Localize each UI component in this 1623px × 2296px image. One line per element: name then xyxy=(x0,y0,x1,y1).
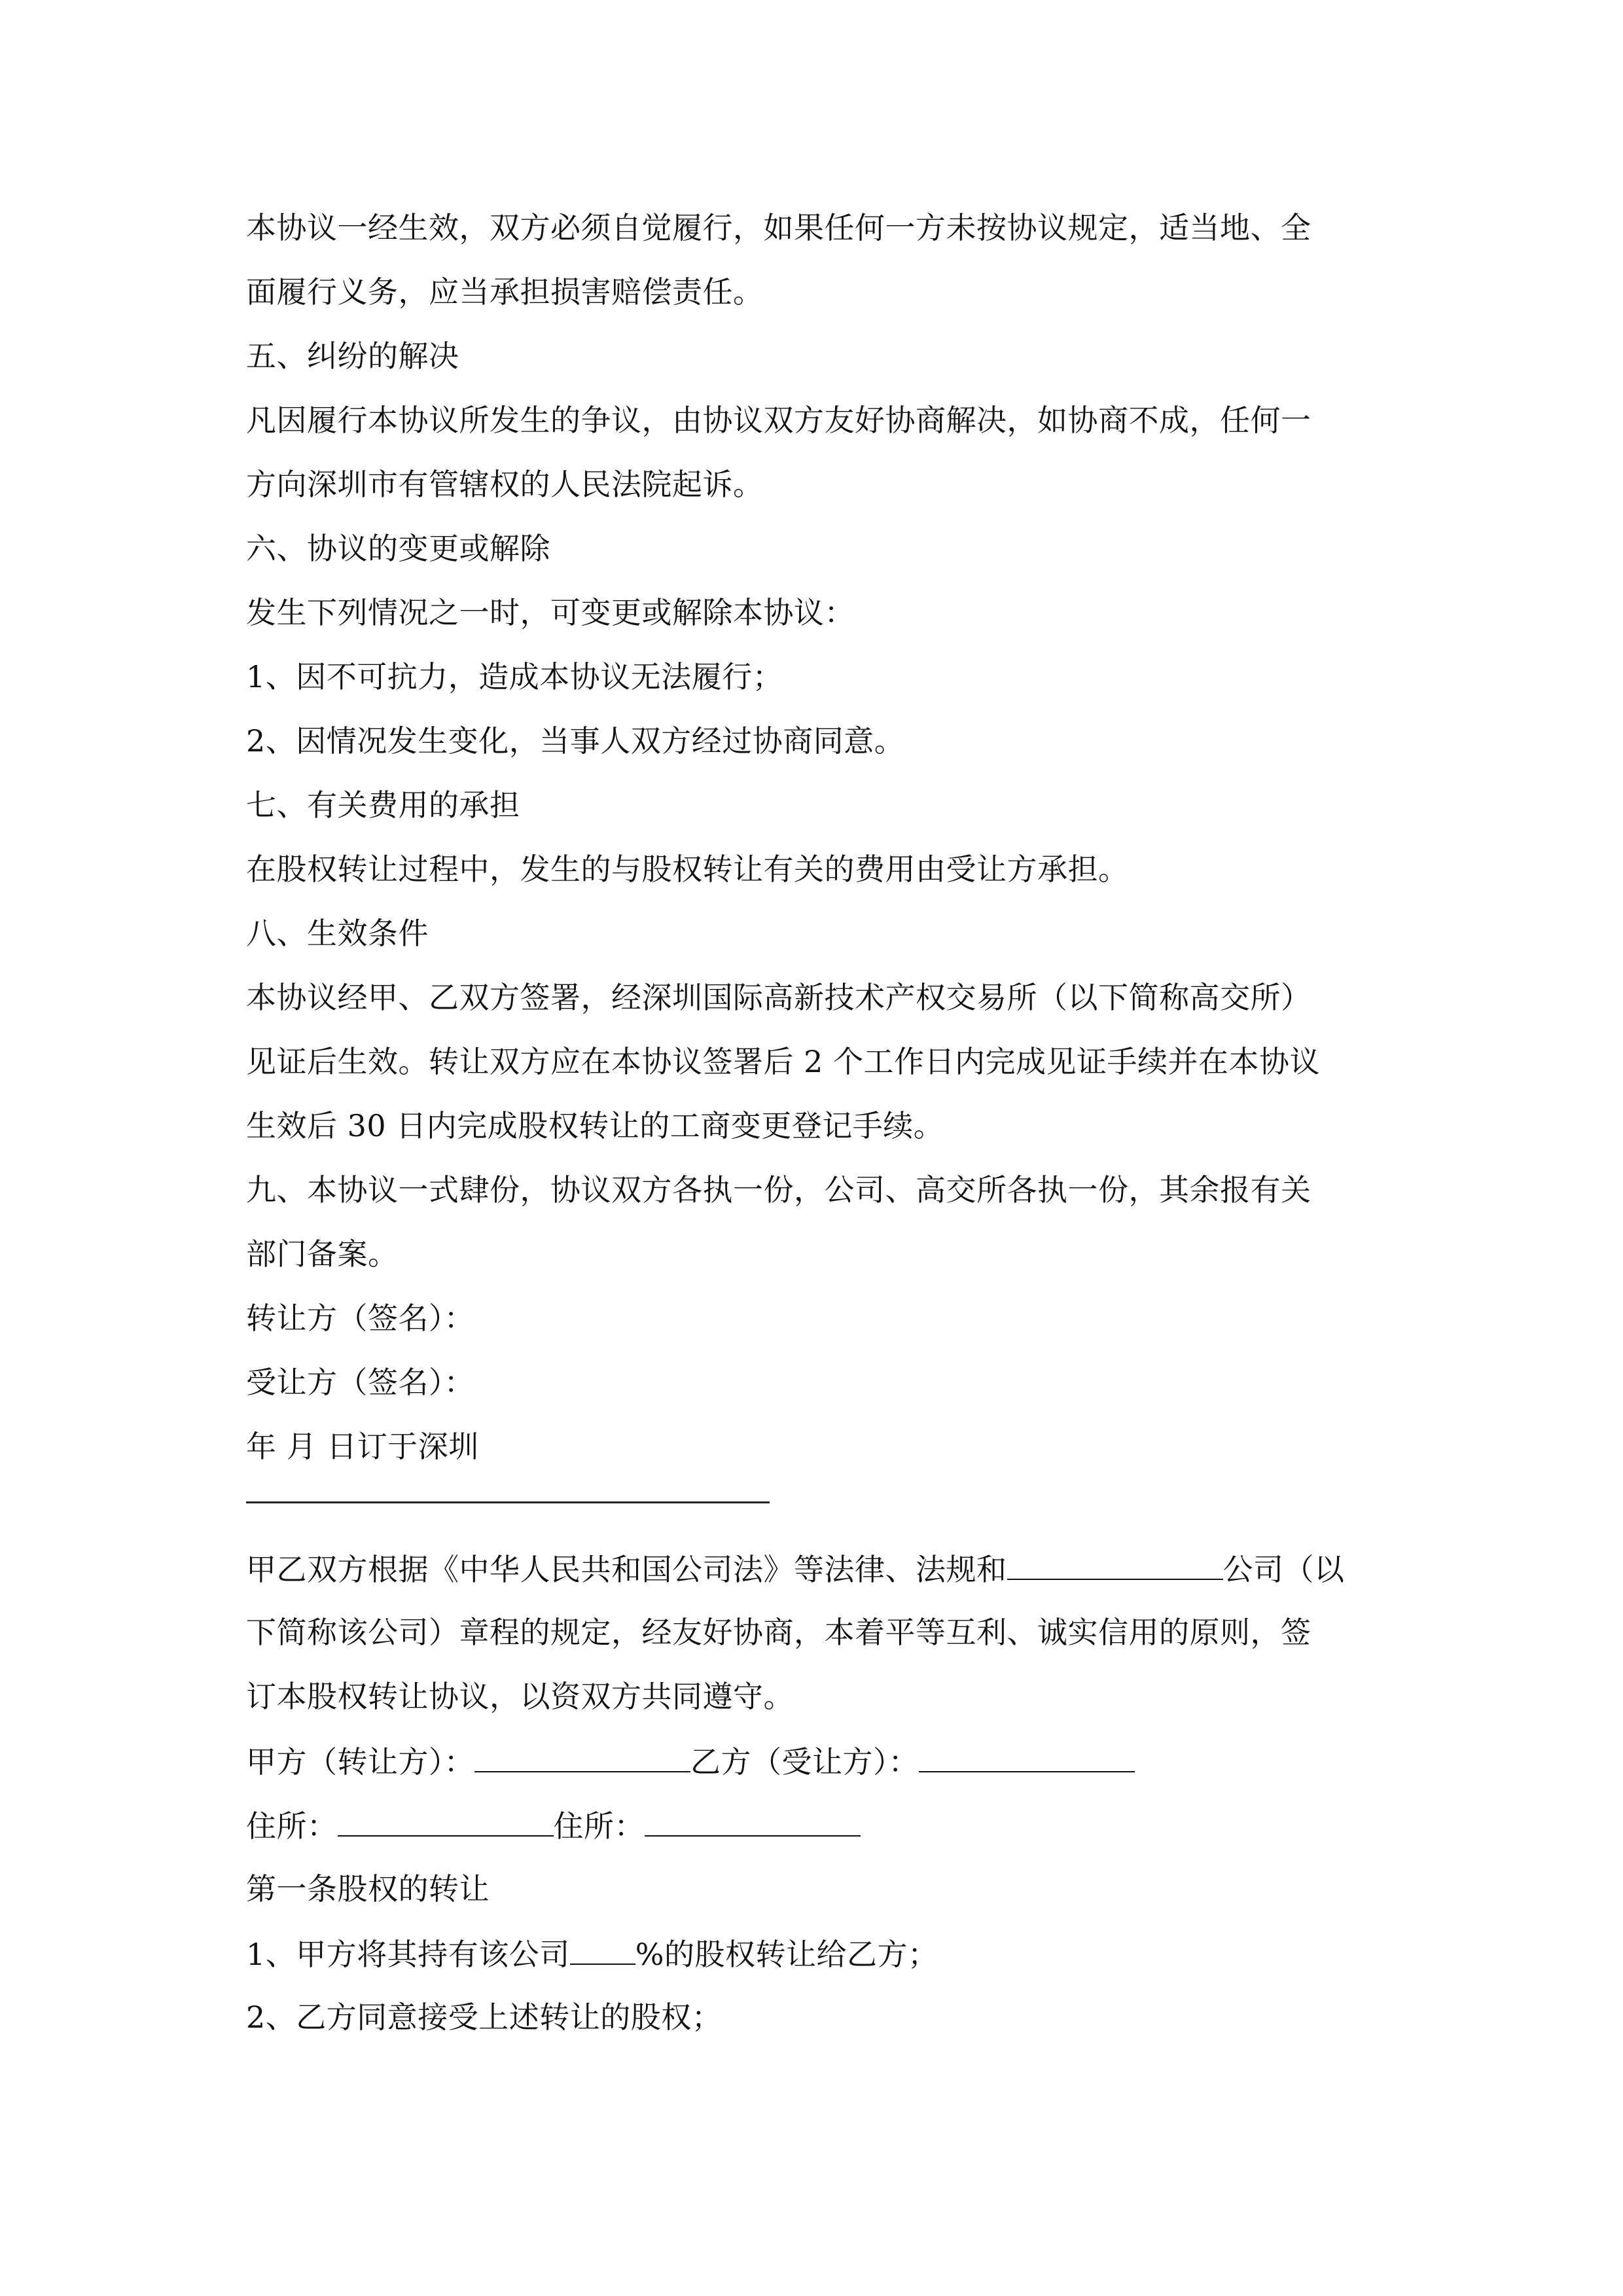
party-b-label: 乙方（受让方）： xyxy=(690,1744,919,1780)
party-b-blank[interactable] xyxy=(919,1741,1135,1772)
article-heading: 第一条股权的转让 xyxy=(246,1871,490,1907)
intro-text: 甲乙双方根据《中华人民共和国公司法》等法律、法规和 xyxy=(246,1552,1007,1587)
company-name-blank[interactable] xyxy=(1007,1549,1223,1580)
paragraph-line: 凡因履行本协议所发生的争议，由协议双方友好协商解决，如协商不成，任何一 xyxy=(246,403,1311,438)
list-item: 2、乙方同意接受上述转让的股权； xyxy=(246,2000,722,2035)
list-item: 2、因情况发生变化，当事人双方经过协商同意。 xyxy=(246,723,905,759)
parties-line xyxy=(246,1741,1135,1782)
intro-text-cont: 公司（以 xyxy=(1222,1552,1345,1587)
address-a-label: 住所： xyxy=(246,1808,338,1844)
section-divider xyxy=(246,1501,770,1503)
section-heading: 七、有关费用的承担 xyxy=(246,787,520,823)
percentage-blank[interactable] xyxy=(570,1933,635,1965)
address-b-blank[interactable] xyxy=(645,1805,861,1837)
paragraph-line: 方向深圳市有管辖权的人民法院起诉。 xyxy=(246,467,764,502)
date-line: 年 月 日订于深圳 xyxy=(246,1429,479,1464)
intro-line: 下简称该公司）章程的规定，经友好协商，本着平等互利、诚实信用的原则，签 xyxy=(246,1615,1311,1650)
paragraph-line: 见证后生效。转让双方应在本协议签署后 2 个工作日内完成见证手续并在本协议 xyxy=(246,1044,1321,1079)
address-a-blank[interactable] xyxy=(338,1805,554,1837)
party-a-label: 甲方（转让方）： xyxy=(246,1744,474,1780)
section-heading: 八、生效条件 xyxy=(246,916,429,951)
item1-text-cont: %的股权转让给乙方； xyxy=(635,1937,938,1972)
paragraph-line: 九、本协议一式肆份，协议双方各执一份，公司、高交所各执一份，其余报有关 xyxy=(246,1172,1311,1208)
paragraph-line: 面履行义务，应当承担损害赔偿责任。 xyxy=(246,274,764,310)
intro-line xyxy=(246,1549,1345,1589)
intro-line: 订本股权转让协议，以资双方共同遵守。 xyxy=(246,1679,794,1714)
section-heading: 六、协议的变更或解除 xyxy=(246,531,550,566)
list-item xyxy=(246,1933,938,1974)
paragraph-line: 在股权转让过程中，发生的与股权转让有关的费用由受让方承担。 xyxy=(246,852,1129,887)
signature-line-transferee: 受让方（签名）： xyxy=(246,1365,474,1400)
address-b-label: 住所： xyxy=(553,1808,645,1844)
section-heading: 五、纠纷的解决 xyxy=(246,338,459,374)
paragraph-line: 本协议经甲、乙双方签署，经深圳国际高新技术产权交易所（以下简称高交所） xyxy=(246,980,1311,1015)
paragraph-line: 生效后 30 日内完成股权转让的工商变更登记手续。 xyxy=(246,1108,944,1143)
paragraph-line: 发生下列情况之一时，可变更或解除本协议： xyxy=(246,595,855,630)
address-line xyxy=(246,1805,861,1846)
list-item: 1、因不可抗力，造成本协议无法履行； xyxy=(246,659,783,694)
signature-line-transferor: 转让方（签名）： xyxy=(246,1300,474,1336)
item1-text: 1、甲方将其持有该公司 xyxy=(246,1937,570,1972)
party-a-blank[interactable] xyxy=(474,1741,690,1772)
paragraph-line: 部门备案。 xyxy=(246,1236,399,1272)
paragraph-line: 本协议一经生效，双方必须自觉履行，如果任何一方未按协议规定，适当地、全 xyxy=(246,210,1311,245)
